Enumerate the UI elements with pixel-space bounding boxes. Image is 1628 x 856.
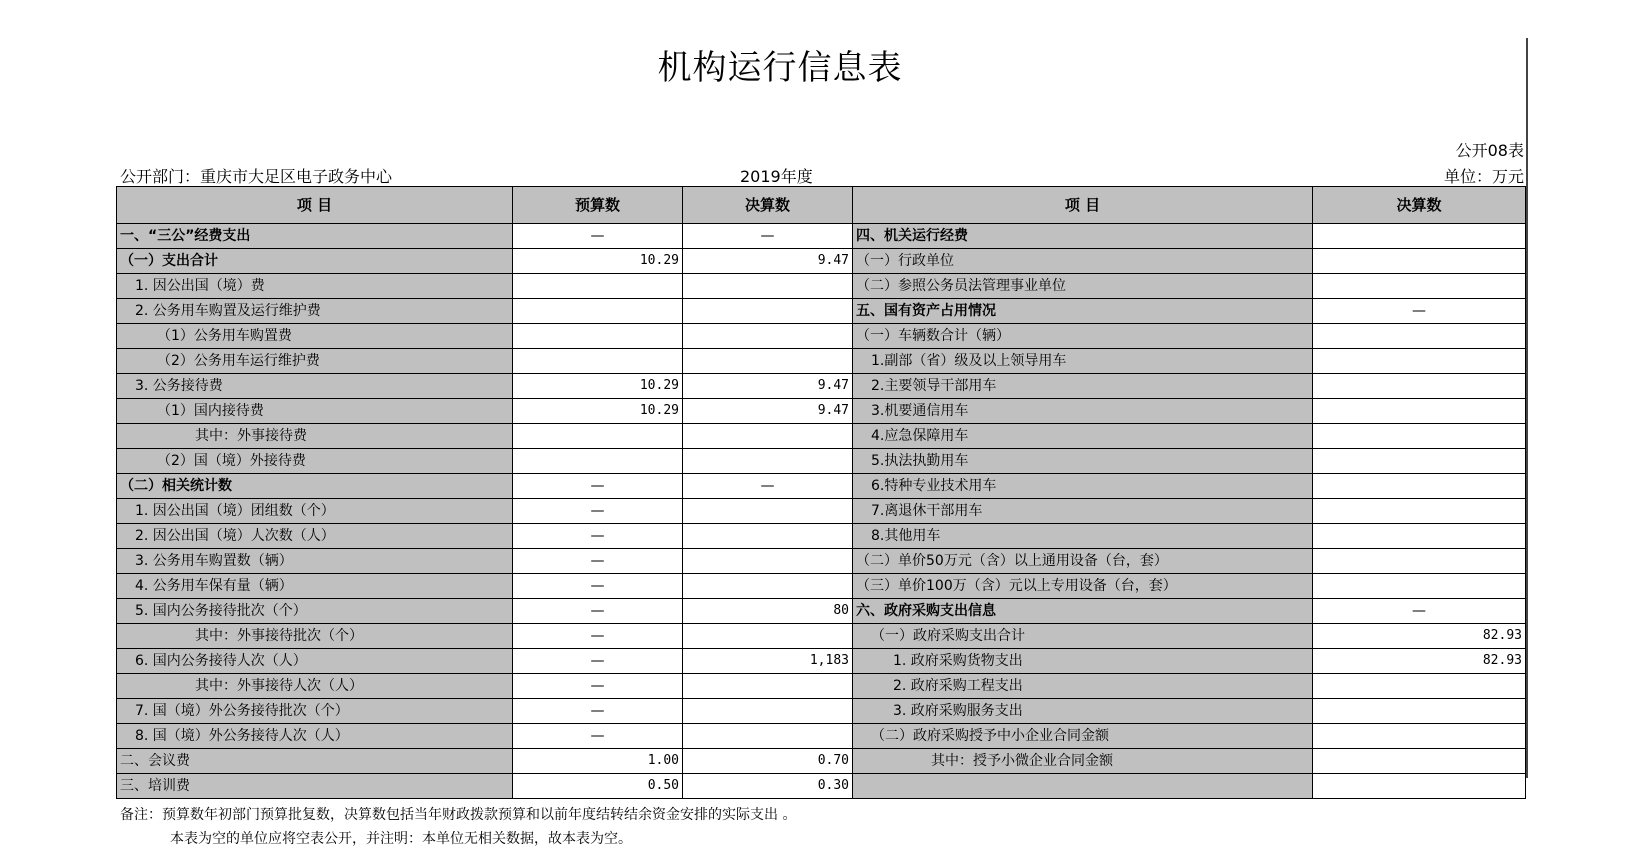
left-item-cell: （一）支出合计 bbox=[117, 249, 513, 274]
left-item-cell: 其中：外事接待费 bbox=[117, 424, 513, 449]
left-item-cell: 三、培训费 bbox=[117, 774, 513, 799]
final-left-cell: 80 bbox=[683, 599, 853, 624]
final-left-cell bbox=[683, 299, 853, 324]
table-row bbox=[117, 574, 1526, 599]
table-row bbox=[117, 449, 1526, 474]
final-right-cell bbox=[1313, 424, 1526, 449]
final-right-cell bbox=[1313, 324, 1526, 349]
budget-cell: — bbox=[513, 724, 683, 749]
final-left-cell bbox=[683, 499, 853, 524]
year-label: 2019年度 bbox=[740, 167, 813, 186]
table-row bbox=[117, 499, 1526, 524]
budget-cell: — bbox=[513, 574, 683, 599]
budget-cell bbox=[513, 424, 683, 449]
right-item-cell: 3.机要通信用车 bbox=[853, 399, 1313, 424]
right-item-cell: 2. 政府采购工程支出 bbox=[853, 674, 1313, 699]
table-row bbox=[117, 674, 1526, 699]
right-item-cell: 1. 政府采购货物支出 bbox=[853, 649, 1313, 674]
header-final-left: 决算数 bbox=[683, 187, 853, 224]
table-row bbox=[117, 649, 1526, 674]
right-item-cell: （三）单价100万（含）元以上专用设备（台，套） bbox=[853, 574, 1313, 599]
table-row bbox=[117, 249, 1526, 274]
table-row bbox=[117, 424, 1526, 449]
final-right-cell bbox=[1313, 499, 1526, 524]
right-item-cell bbox=[853, 774, 1313, 799]
budget-cell bbox=[513, 299, 683, 324]
table-row bbox=[117, 274, 1526, 299]
left-item-cell: 1. 因公出国（境）团组数（个） bbox=[117, 499, 513, 524]
budget-cell: — bbox=[513, 549, 683, 574]
final-left-cell bbox=[683, 624, 853, 649]
table-row bbox=[117, 699, 1526, 724]
final-right-cell bbox=[1313, 699, 1526, 724]
table-header-row bbox=[117, 187, 1526, 224]
left-item-cell: 3. 公务接待费 bbox=[117, 374, 513, 399]
budget-cell: — bbox=[513, 624, 683, 649]
budget-cell: — bbox=[513, 599, 683, 624]
final-right-cell bbox=[1313, 749, 1526, 774]
left-item-cell: 8. 国（境）外公务接待人次（人） bbox=[117, 724, 513, 749]
final-left-cell: 0.30 bbox=[683, 774, 853, 799]
right-item-cell: （一）行政单位 bbox=[853, 249, 1313, 274]
header-item-left: 项 目 bbox=[117, 187, 513, 224]
header-item-right: 项 目 bbox=[853, 187, 1313, 224]
budget-cell: — bbox=[513, 499, 683, 524]
final-right-cell: — bbox=[1313, 299, 1526, 324]
table-row bbox=[117, 599, 1526, 624]
header-budget: 预算数 bbox=[513, 187, 683, 224]
left-item-cell: 7. 国（境）外公务接待批次（个） bbox=[117, 699, 513, 724]
table-row bbox=[117, 774, 1526, 799]
final-right-cell bbox=[1313, 449, 1526, 474]
left-item-cell: 二、会议费 bbox=[117, 749, 513, 774]
right-item-cell: 7.离退休干部用车 bbox=[853, 499, 1313, 524]
final-left-cell: 9.47 bbox=[683, 249, 853, 274]
left-item-cell: 2. 公务用车购置及运行维护费 bbox=[117, 299, 513, 324]
left-item-cell: 2. 因公出国（境）人次数（人） bbox=[117, 524, 513, 549]
footnote-1: 备注：预算数年初部门预算批复数，决算数包括当年财政拨款预算和以前年度结转结余资金安排的实际支出 。 bbox=[120, 807, 797, 823]
budget-cell: 1.00 bbox=[513, 749, 683, 774]
right-item-cell: 6.特种专业技术用车 bbox=[853, 474, 1313, 499]
right-item-cell: 5.执法执勤用车 bbox=[853, 449, 1313, 474]
final-right-cell: — bbox=[1313, 599, 1526, 624]
page-border-line bbox=[1526, 38, 1528, 778]
right-item-cell: 四、机关运行经费 bbox=[853, 224, 1313, 249]
left-item-cell: （1）公务用车购置费 bbox=[117, 324, 513, 349]
final-right-cell bbox=[1313, 524, 1526, 549]
right-item-cell: （二）参照公务员法管理事业单位 bbox=[853, 274, 1313, 299]
budget-cell: — bbox=[513, 224, 683, 249]
left-item-cell: 5. 国内公务接待批次（个） bbox=[117, 599, 513, 624]
budget-cell: 0.50 bbox=[513, 774, 683, 799]
right-item-cell: （一）车辆数合计（辆） bbox=[853, 324, 1313, 349]
budget-cell: — bbox=[513, 699, 683, 724]
final-right-cell bbox=[1313, 724, 1526, 749]
left-item-cell: （二）相关统计数 bbox=[117, 474, 513, 499]
budget-cell: 10.29 bbox=[513, 399, 683, 424]
final-left-cell bbox=[683, 724, 853, 749]
final-left-cell: 1,183 bbox=[683, 649, 853, 674]
budget-cell: — bbox=[513, 524, 683, 549]
final-left-cell bbox=[683, 699, 853, 724]
final-left-cell: — bbox=[683, 224, 853, 249]
left-item-cell: 3. 公务用车购置数（辆） bbox=[117, 549, 513, 574]
form-number: 公开08表 bbox=[1455, 141, 1524, 160]
info-table bbox=[116, 186, 1526, 799]
budget-cell bbox=[513, 349, 683, 374]
table-row bbox=[117, 324, 1526, 349]
footnote-2: 本表为空的单位应将空表公开，并注明：本单位无相关数据，故本表为空。 bbox=[170, 831, 632, 847]
budget-cell bbox=[513, 324, 683, 349]
final-left-cell bbox=[683, 349, 853, 374]
header-final-right: 决算数 bbox=[1313, 187, 1526, 224]
final-left-cell bbox=[683, 574, 853, 599]
final-right-cell bbox=[1313, 349, 1526, 374]
final-right-cell: 82.93 bbox=[1313, 649, 1526, 674]
budget-cell bbox=[513, 449, 683, 474]
left-item-cell: （1）国内接待费 bbox=[117, 399, 513, 424]
final-right-cell bbox=[1313, 774, 1526, 799]
right-item-cell: （一）政府采购支出合计 bbox=[853, 624, 1313, 649]
right-item-cell: 8.其他用车 bbox=[853, 524, 1313, 549]
final-right-cell bbox=[1313, 249, 1526, 274]
department-label: 公开部门：重庆市大足区电子政务中心 bbox=[120, 167, 393, 186]
table-row bbox=[117, 524, 1526, 549]
table-row bbox=[117, 224, 1526, 249]
left-item-cell: 4. 公务用车保有量（辆） bbox=[117, 574, 513, 599]
left-item-cell: 其中：外事接待人次（人） bbox=[117, 674, 513, 699]
right-item-cell: （二）政府采购授予中小企业合同金额 bbox=[853, 724, 1313, 749]
final-left-cell bbox=[683, 274, 853, 299]
final-left-cell bbox=[683, 324, 853, 349]
final-right-cell bbox=[1313, 574, 1526, 599]
final-right-cell bbox=[1313, 674, 1526, 699]
final-right-cell bbox=[1313, 374, 1526, 399]
unit-label: 单位：万元 bbox=[1443, 167, 1524, 186]
final-right-cell bbox=[1313, 224, 1526, 249]
left-item-cell: 一、“三公”经费支出 bbox=[117, 224, 513, 249]
left-item-cell: （2）国（境）外接待费 bbox=[117, 449, 513, 474]
left-item-cell: 其中：外事接待批次（个） bbox=[117, 624, 513, 649]
final-right-cell bbox=[1313, 274, 1526, 299]
final-left-cell bbox=[683, 524, 853, 549]
left-item-cell: （2）公务用车运行维护费 bbox=[117, 349, 513, 374]
final-right-cell: 82.93 bbox=[1313, 624, 1526, 649]
budget-cell: — bbox=[513, 474, 683, 499]
table-row bbox=[117, 549, 1526, 574]
right-item-cell: 五、国有资产占用情况 bbox=[853, 299, 1313, 324]
table-row bbox=[117, 349, 1526, 374]
final-right-cell bbox=[1313, 399, 1526, 424]
final-left-cell: — bbox=[683, 474, 853, 499]
budget-cell: — bbox=[513, 649, 683, 674]
final-left-cell bbox=[683, 549, 853, 574]
budget-cell: — bbox=[513, 674, 683, 699]
left-item-cell: 6. 国内公务接待人次（人） bbox=[117, 649, 513, 674]
budget-cell bbox=[513, 274, 683, 299]
table-row bbox=[117, 474, 1526, 499]
final-left-cell: 9.47 bbox=[683, 374, 853, 399]
table-row bbox=[117, 624, 1526, 649]
right-item-cell: （二）单价50万元（含）以上通用设备（台，套） bbox=[853, 549, 1313, 574]
page-title: 机构运行信息表 bbox=[657, 48, 903, 88]
table-row bbox=[117, 374, 1526, 399]
final-left-cell: 9.47 bbox=[683, 399, 853, 424]
right-item-cell: 3. 政府采购服务支出 bbox=[853, 699, 1313, 724]
budget-cell: 10.29 bbox=[513, 374, 683, 399]
right-item-cell: 1.副部（省）级及以上领导用车 bbox=[853, 349, 1313, 374]
left-item-cell: 1. 因公出国（境）费 bbox=[117, 274, 513, 299]
final-left-cell bbox=[683, 674, 853, 699]
table-row bbox=[117, 399, 1526, 424]
right-item-cell: 2.主要领导干部用车 bbox=[853, 374, 1313, 399]
final-left-cell bbox=[683, 424, 853, 449]
budget-cell: 10.29 bbox=[513, 249, 683, 274]
right-item-cell: 六、政府采购支出信息 bbox=[853, 599, 1313, 624]
final-right-cell bbox=[1313, 549, 1526, 574]
right-item-cell: 4.应急保障用车 bbox=[853, 424, 1313, 449]
table-row bbox=[117, 724, 1526, 749]
table-row bbox=[117, 749, 1526, 774]
final-right-cell bbox=[1313, 474, 1526, 499]
final-left-cell: 0.70 bbox=[683, 749, 853, 774]
table-row bbox=[117, 299, 1526, 324]
final-left-cell bbox=[683, 449, 853, 474]
right-item-cell: 其中：授予小微企业合同金额 bbox=[853, 749, 1313, 774]
